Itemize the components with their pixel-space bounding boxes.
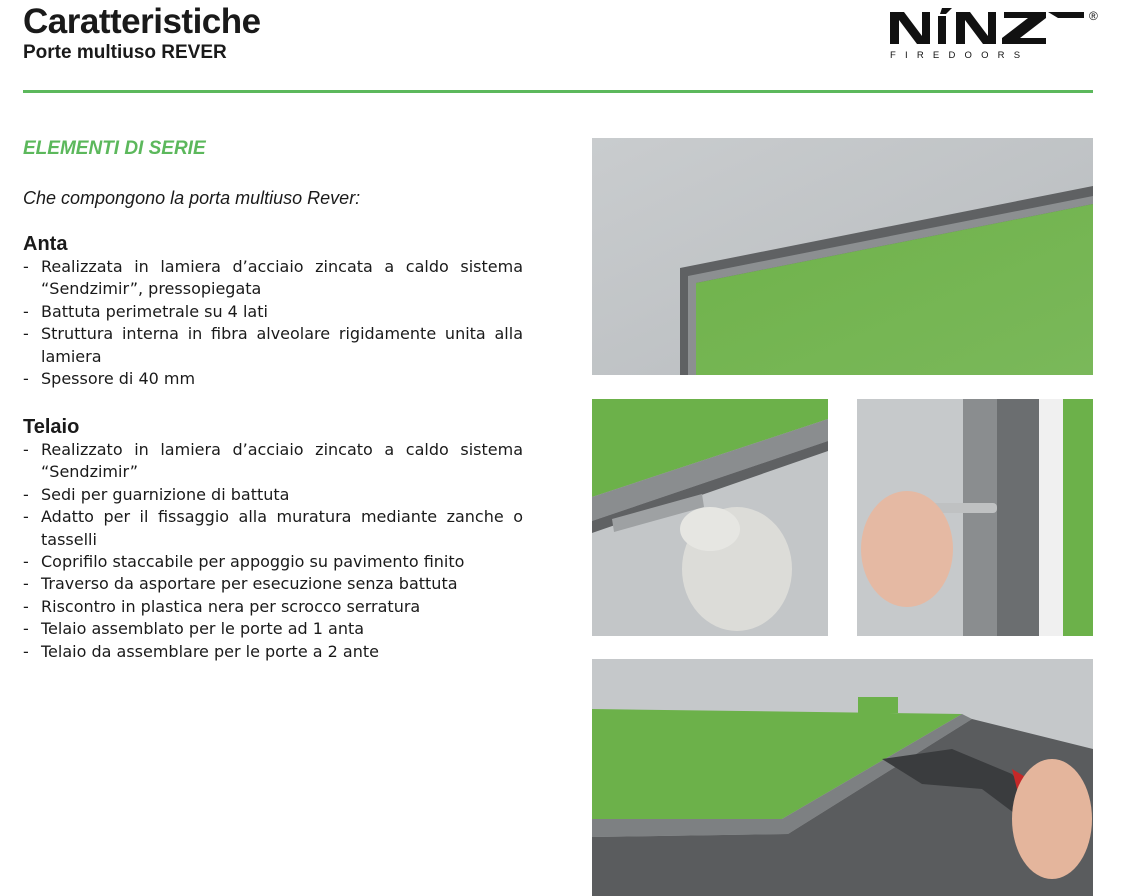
- anta-block: [23, 232, 523, 390]
- anta-list: [23, 256, 523, 390]
- screw-fixing-photo: [857, 399, 1093, 636]
- telaio-title: Telaio: [23, 416, 80, 438]
- pliers-adjustment-photo: [592, 659, 1093, 896]
- door-panel-photo: [592, 138, 1093, 375]
- list-item: - Telaio assemblato per le porte ad 1 anta: [23, 619, 365, 639]
- section-heading: ELEMENTI DI SERIE: [23, 138, 206, 159]
- telaio-block: [23, 415, 523, 663]
- list-item: - Realizzata in lamiera d’acciaio zincata a caldo sistema “Sendzimir”, pressopiegata: [23, 257, 523, 299]
- header-divider: [23, 90, 1093, 93]
- list-item: - Sedi per guarnizione di battuta: [23, 484, 290, 504]
- list-item: - Realizzato in lamiera d’acciaio zincato a caldo sistema “Sendzimir”: [23, 440, 523, 482]
- anta-title: Anta: [23, 233, 68, 255]
- ninz-logo: [888, 6, 1108, 62]
- page-title: Caratteristiche: [23, 2, 261, 41]
- page-subtitle: Porte multiuso REVER: [23, 42, 227, 63]
- telaio-list: [23, 439, 523, 663]
- list-item: - Telaio da assemblare per le porte a 2 ante: [23, 641, 379, 661]
- list-item: - Spessore di 40 mm: [23, 369, 196, 389]
- section-intro: Che compongono la porta multiuso Rever:: [23, 188, 361, 208]
- list-item: - Adatto per il fissaggio alla muratura mediante zanche o tasselli: [23, 507, 523, 549]
- list-item: - Traverso da asportare per esecuzione senza battuta: [23, 574, 458, 594]
- registered-mark: ®: [1089, 9, 1098, 23]
- list-item: - Coprifilo staccabile per appoggio su pavimento finito: [23, 552, 465, 572]
- list-item: - Struttura interna in fibra alveolare rigidamente unita alla lamiera: [23, 324, 523, 366]
- list-item: - Battuta perimetrale su 4 lati: [23, 301, 268, 321]
- list-item: - Riscontro in plastica nera per scrocco serratura: [23, 596, 421, 616]
- anchor-fixing-photo: [592, 399, 828, 636]
- logo-tagline: FIREDOORS: [890, 50, 1030, 61]
